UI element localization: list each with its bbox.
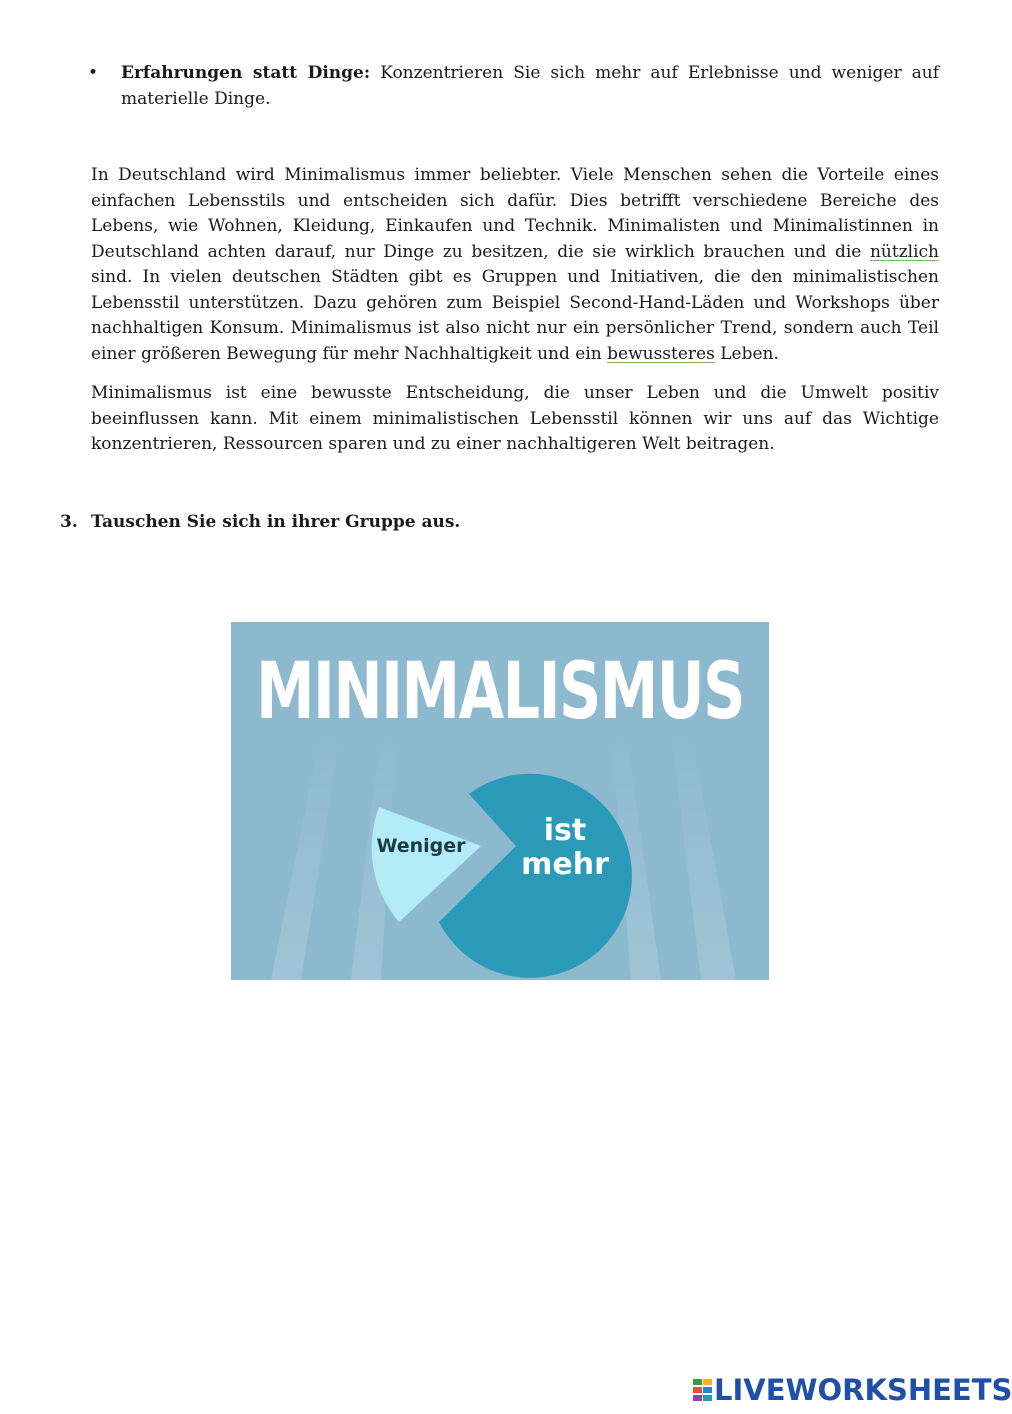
liveworksheets-logo-text: LIVEWORKSHEETS <box>714 1373 1012 1407</box>
liveworksheets-logo <box>692 1373 1012 1407</box>
underlined-word-bewussteres: bewussteres <box>607 343 715 364</box>
label-mehr: mehr <box>521 847 609 882</box>
bullet-label: Erfahrungen statt Dinge: <box>121 63 371 83</box>
bullet-symbol: • <box>88 63 99 83</box>
task-text: Tauschen Sie sich in ihrer Gruppe aus. <box>91 512 461 532</box>
label-ist: ist <box>543 813 587 848</box>
image-title: MINIMALISMUS <box>256 647 744 737</box>
paragraph-minimalism-germany <box>91 163 939 367</box>
underlined-word-nuetzlich: nützlich <box>869 241 939 262</box>
minimalismus-illustration <box>231 622 769 980</box>
paragraph1-part2: sind. In vielen deutschen Städten gibt es Gruppen und Initiativen, die den minimalistischen Lebensstil unterstützen. Dazu gehören zum Beispiel Second-Hand-Läden und Workshops über nachhaltigen Konsum. Minimalismus ist also nicht nur ein persönlicher Trend, sondern auch Teil einer größeren Bewegung für mehr Nachhaltigkeit und ein <box>91 267 939 364</box>
task-number: 3. <box>60 512 78 532</box>
bullet-body: Konzentrieren Sie sich mehr auf Erlebnisse und weniger auf materielle Dinge. <box>121 63 940 109</box>
bullet-text <box>121 61 939 112</box>
paragraph1-part1: In Deutschland wird Minimalismus immer beliebter. Viele Menschen sehen die Vorteile eines einfachen Lebensstils und entscheiden sich dafür. Dies betrifft verschiedene Bereiche des Lebens, wie Wohnen, Kleidung, Einkaufen und Technik. Minimalisten und Minimalistinnen in Deutschland achten darauf, nur Dinge zu besitzen, die sie wirklich brauchen und die <box>91 165 939 262</box>
minimalismus-graphic <box>231 622 769 980</box>
liveworksheets-logo-icon <box>692 1378 714 1402</box>
task-3-heading <box>60 510 940 536</box>
paragraph1-part3: Leben. <box>714 343 779 364</box>
paragraph-conclusion: Minimalismus ist eine bewusste Entscheidung, die unser Leben und die Umwelt positiv beeinflussen kann. Mit einem minimalistischen Lebensstil können wir uns auf das Wichtige konzentrieren, Ressourcen sparen und zu einer nachhaltigeren Welt beitragen. <box>91 383 939 454</box>
label-weniger: Weniger <box>376 835 466 857</box>
